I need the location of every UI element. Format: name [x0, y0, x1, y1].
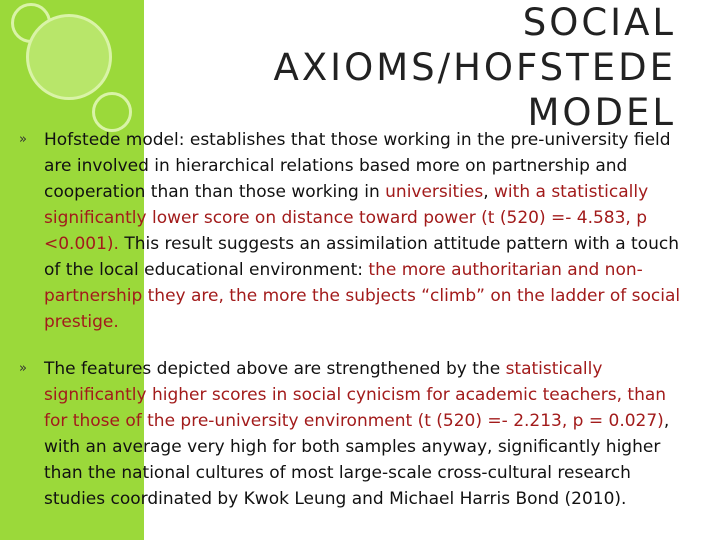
highlight-segment: universities — [385, 182, 484, 202]
bullet-marker-icon: » — [19, 132, 27, 147]
bullet-text-1 — [44, 127, 686, 335]
slide-title — [256, 0, 676, 135]
text-segment: This result suggests an assimilation attitude pattern with a touch of the local educational environment: — [44, 234, 679, 280]
text-segment: Hofstede model: establishes that those working in the pre-university field are involved in hierarchical relations based more on partnership and cooperation than than those working in — [44, 130, 671, 202]
highlight-segment: with a statistically significantly lower score on distance toward power (t (520) =- 4.583, p <0.001). — [44, 182, 649, 254]
title-line-1: SOCIAL — [522, 1, 676, 44]
decorative-circle-large — [26, 14, 112, 100]
bullet-marker-icon: » — [19, 361, 27, 376]
text-segment: , with an average very high for both samples anyway, significantly higher than the national cultures of most large-scale cross‐cultural research studies coordinated by Kwok Leung and Michael Harris Bond (2010). — [44, 411, 670, 509]
highlight-segment: statistically significantly higher scores in social cynicism for academic teachers, than for those of the pre-university environment (t (520) =- 2.213, p = 0.027) — [44, 359, 667, 431]
bullet-text-2 — [44, 356, 686, 512]
title-line-2: AXIOMS/HOFSTEDE — [273, 46, 676, 89]
decorative-circle-ring — [92, 92, 132, 132]
text-segment: The features depicted above are strengthened by the — [44, 359, 506, 379]
highlight-segment: the more authoritarian and non-partnership they are, the more the subjects “climb” on the ladder of social prestige. — [44, 260, 681, 332]
title-line-3: MODEL — [527, 91, 676, 134]
text-segment: , — [483, 182, 495, 202]
